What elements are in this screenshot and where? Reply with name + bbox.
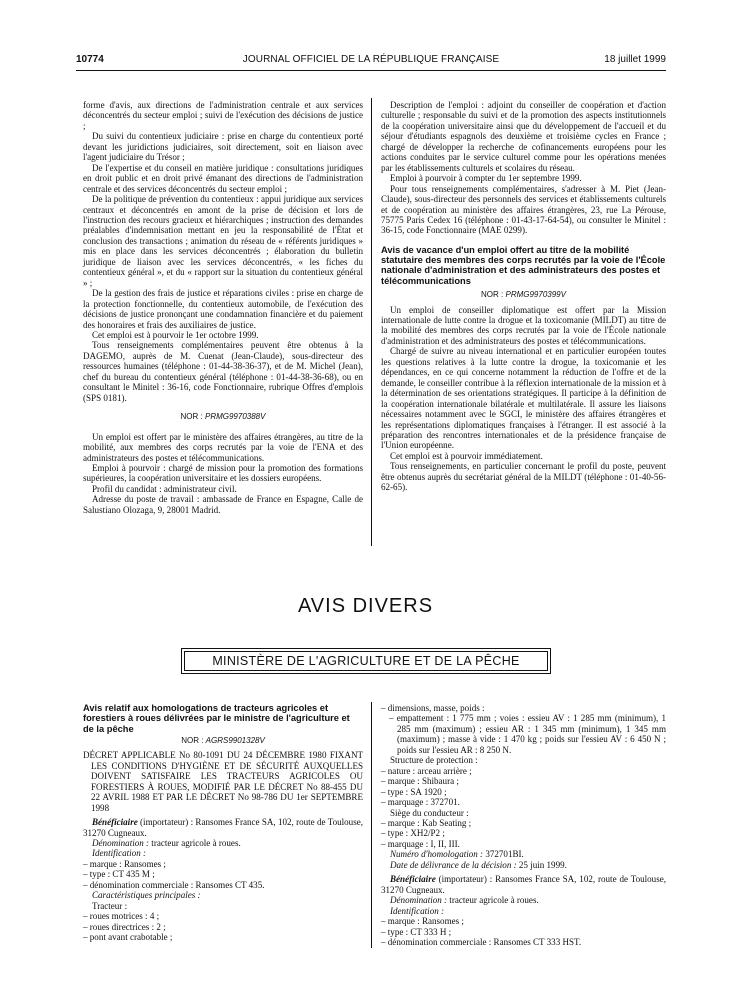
paragraph: Un emploi est offert par le ministère des affaires étrangères, au titre de la mobilité, aux membres des corps recrutés par la voie de l'ENA et des administrateurs des postes et télécommunications. (83, 431, 363, 463)
list-item: – pont avant crabotable ; (83, 932, 173, 943)
tracteur-label: Tracteur : (92, 900, 128, 911)
nor-reference: NOR : PRMG9970399V (481, 290, 566, 300)
paragraph: De l'expertise et du conseil en matière juridique : consultations juridiques en droit public et en droit privé émanant des directions de l'administration centrale et des services déconcentrés du secteur emploi ; (83, 162, 363, 194)
identification-label: Identification : (92, 848, 147, 859)
right-column (381, 100, 666, 493)
paragraph: De la politique de prévention du contentieux : appui juridique aux services centraux et déconcentrés en amont de la prise de décision et lors de l'instruction des recours gracieux et hiérarchiques ; instruction des demandes préalables d'indemnisation mettant en jeu la responsabilité de l'État et conclusion des transactions ; animation du réseau de « référents juridiques » mis en place dans les services déconcentrés ; élaboration du bulletin juridique de liaison avec les services déconcentrés, « les fiches du contentieux général », et du « rapport sur la situation du contentieux général » ; (83, 194, 363, 288)
paragraph: Description de l'emploi : adjoint du conseiller de coopération et d'action culturelle ; responsable du suivi et de la promotion des aspects institutionnels de la coopération universitaire ainsi que du développement de l'accueil et du séjour d'étudiants espagnols des deuxième et troisième cycles en France ; chargé de développer la recherche de cofinancements européens pour les actions conduites par le service culturel comme pour les opérations menées par les établissements culturels et scolaires du réseau. (381, 100, 666, 173)
homologation-number: Numéro d'homologation : 372701BI. (390, 849, 524, 860)
paragraph: De la gestion des frais de justice et réparations civiles : prise en charge de la protection fonctionnelle, du contentieux automobile, de l'exécution des décisions de justice prononçant une condamnation financière et du paiement des honoraires et frais des auxiliaires de justice. (83, 288, 363, 330)
paragraph: forme d'avis, aux directions de l'administration centrale et aux services déconcentrés du secteur emploi ; suivi de l'exécution des décisions de justice ; (83, 100, 363, 131)
identification-label: Identification : (390, 905, 445, 916)
section-title: Avis de vacance d'un emploi offert au titre de la mobilité statutaire des membres des corps recrutés par la voie de l'École nationale d'administration et des administrateurs des postes et télécommunications (381, 244, 666, 286)
list-item: – type : CT 333 H ; (381, 926, 452, 937)
journal-title: JOURNAL OFFICIEL DE LA RÉPUBLIQUE FRANÇAISE (242, 54, 500, 65)
bottom-left-column (83, 703, 363, 943)
page-header (76, 54, 666, 68)
left-column (83, 100, 363, 515)
ministry-box (181, 648, 551, 674)
paragraph: Emploi à pourvoir à compter du 1er septembre 1999. (390, 173, 582, 184)
paragraph: Cet emploi est à pourvoir le 1er octobre 1999. (92, 329, 259, 340)
beneficiary: Bénéficiaire (importateur) : Ransomes France SA, 102, route de Toulouse, 31270 Cugneaux. (381, 874, 666, 895)
decision-date: Date de délivrance de la décision : 25 juin 1999. (390, 859, 567, 870)
paragraph: Un emploi de conseiller diplomatique est offert par la Mission internationale de lutte contre la drogue et la toxicomanie (MILDT) au titre de la mobilité des membres des corps recrutés par la voie de l'École nationale d'administration et des administrateurs des postes et télécommunications. (381, 304, 666, 346)
list-item: – marque : Kab Seating ; (381, 817, 472, 828)
column-divider (371, 98, 372, 546)
decree-reference: DÉCRET APPLICABLE No 80-1091 DU 24 DÉCEMBRE 1980 FIXANT LES CONDITIONS D'HYGIÈNE ET DE SÉCURITÉ AUXQUELLES DOIVENT SATISFAIRE LES TRACTEURS AGRICOLES OU FORESTIERS À ROUES, MODIFIÉ PAR LE DÉCRET No 88-455 DU 22 AVRIL 1988 ET PAR LE DÉCRET No 98-786 DU 1er SEPTEMBRE 1998 (83, 750, 363, 813)
ministry-title: MINISTÈRE DE L'AGRICULTURE ET DE LA PÊCHE (184, 651, 548, 671)
characteristics-label: Caractéristiques principales : (92, 890, 201, 901)
notice-title: Avis relatif aux homologations de tracteurs agricoles et forestiers à roues délivrées par le ministre de l'agriculture et de la pêche (83, 703, 350, 734)
list-item: – type : SA 1920 ; (381, 786, 447, 797)
paragraph: Pour tous renseignements complémentaires, s'adresser à M. Piet (Jean-Claude), sous-directeur des personnels des services et établissements culturels et de coopération au ministère des affaires étrangères, 23, rue La Pérouse, 75775 Paris Cedex 16 (téléphone : 01-43-17-64-54), ou consulter le Minitel : 36-15, code Fonctionnaire (MAE 0299). (381, 183, 666, 236)
list-item: – dénomination commerciale : Ransomes CT 333 HST. (381, 936, 582, 947)
denomination: Dénomination : tracteur agricole à roues. (390, 895, 539, 906)
column-divider-bottom (371, 702, 372, 948)
page-number: 10774 (76, 54, 104, 65)
paragraph: Tous renseignements, en particulier concernant le profil du poste, peuvent être obtenus auprès du secrétariat général de la MILDT (téléphone : 01-40-56-62-65). (381, 461, 666, 493)
list-item: – type : XH2/P2 ; (381, 828, 445, 839)
header-rule (76, 70, 666, 71)
paragraph: Adresse du poste de travail : ambassade de France en Espagne, Calle de Salustiano Olozaga, 9, 28001 Madrid. (83, 494, 363, 515)
issue-date: 18 juillet 1999 (604, 54, 666, 65)
paragraph: Tous renseignements complémentaires peuvent être obtenus à la DAGEMO, auprès de M. Cuenat (Jean-Claude), sous-directeur des ressources humaines (téléphone : 01-44-38-36-37), et de M. Michel (Jean), chef du bureau du contentieux général (téléphone : 01-44-38-36-68), ou en consultant le Minitel : 36-16, code Fonctionnaire, rubrique Offres d'emplois (SPS 0181). (83, 340, 363, 403)
nor-code: PRMG9970388V (204, 412, 266, 422)
list-item: – marque : Ransomes ; (83, 858, 166, 869)
nor-code: AGRS9901328V (205, 735, 265, 745)
paragraph: Cet emploi est à pourvoir immédiatement. (390, 450, 543, 461)
list-item: – roues directrices : 2 ; (83, 921, 166, 932)
paragraph: Profil du candidat : administrateur civil. (92, 483, 237, 494)
structure-label: Structure de protection : (390, 755, 478, 766)
list-item: – dimensions, masse, poids : (381, 703, 485, 713)
nor-reference: NOR : PRMG9970388V (180, 412, 266, 422)
seat-label: Siège du conducteur : (390, 807, 469, 818)
nor-reference: NOR : AGRS9901328V (181, 735, 265, 745)
bottom-right-column (381, 703, 666, 947)
paragraph: Du suivi du contentieux judiciaire : prise en charge du contentieux porté devant les juridictions judiciaires, soit directement, soit en liaison avec l'agent judiciaire du Trésor ; (83, 131, 363, 163)
list-item: – marque : Ransomes ; (381, 916, 464, 927)
list-item: – dénomination commerciale : Ransomes CT 435. (83, 879, 265, 890)
list-item: – marque : Shibaura ; (381, 776, 459, 787)
paragraph: Chargé de suivre au niveau international et en particulier européen toutes les questions relatives à la lutte contre la drogue, la toxicomanie et les dépendances, en ce qui concerne notamment la réduction de l'offre et de la demande, le conseiller contribue à la réflexion internationale de la mission et à la détermination de ses orientations stratégiques. Il participe à la définition de la coopération internationale bilatérale et multilatérale. Il assure les liaisons nécessaires notamment avec le SGCI, le ministère des affaires étrangères et les représentations diplomatiques françaises à l'étranger. Il est associé à la préparation des rencontres internationales et de la présidence française de l'Union européenne. (381, 346, 666, 451)
list-item: – roues motrices : 4 ; (83, 911, 160, 922)
list-item: – marquage : 372701. (381, 797, 460, 808)
list-item: – marquage : I, II, III. (381, 838, 460, 849)
list-item: – nature : arceau arrière ; (381, 765, 472, 776)
list-item: – type : CT 435 M ; (83, 869, 155, 880)
nor-code: PRMG9970399V (505, 290, 566, 300)
avis-divers-heading: AVIS DIVERS (297, 595, 434, 617)
denomination: Dénomination : tracteur agricole à roues. (92, 837, 241, 848)
list-item: – empattement : 1 775 mm ; voies : essieu AV : 1 285 mm (minimum), 1 285 mm (maximum) ; essieu AR : 1 345 mm (minimum), 1 345 mm (maximum) ; masse à vide : 1 470 kg ; poids sur l'essieu AV : 6 450 N ; poids sur l'essieu AR : 8 250 N. (389, 713, 666, 755)
paragraph: Emploi à pourvoir : chargé de mission pour la promotion des formations supérieures, la coopération universitaire et les dossiers européens. (83, 462, 363, 484)
beneficiary: Bénéficiaire (importateur) : Ransomes France SA, 102, route de Toulouse, 31270 Cugneaux. (83, 817, 363, 838)
